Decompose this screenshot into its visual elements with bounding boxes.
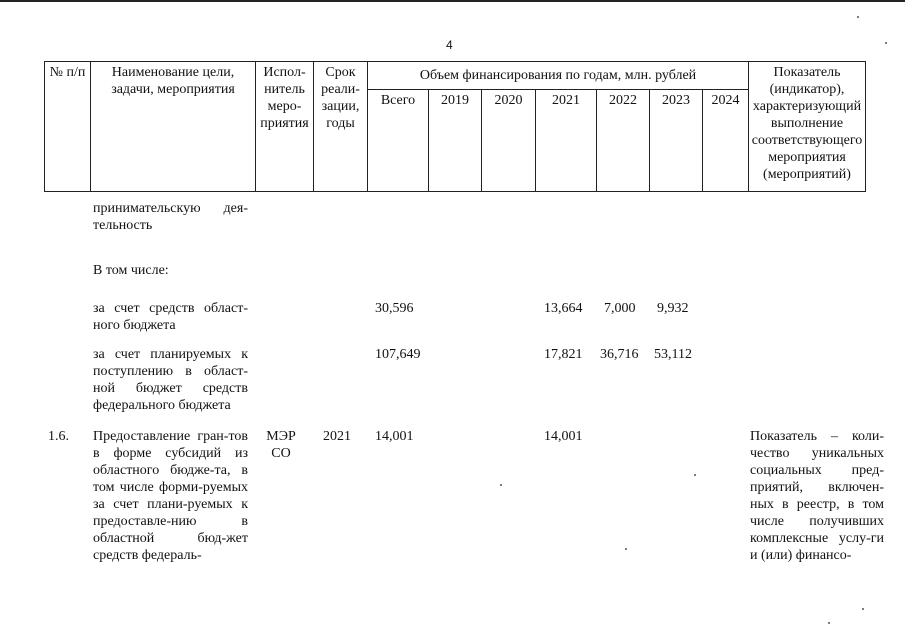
- header-year-2019: 2019: [429, 90, 482, 192]
- federal-2023: 53,112: [654, 347, 692, 362]
- header-num: № п/п: [45, 62, 91, 192]
- header-year-2024: 2024: [703, 90, 749, 192]
- header-year-2023: 2023: [650, 90, 703, 192]
- header-table: [44, 61, 866, 192]
- header-indicator: Показатель (индикатор), характеризующий выполнение соответствующего мероприятия (мероприятий): [749, 62, 866, 192]
- item-1-6-term: 2021: [323, 429, 351, 444]
- continuation-text: принимательскую дея-тельность: [93, 201, 248, 233]
- item-1-6-indicator: Показатель – коли-чество уникальных социальных пред-приятий, включен-ных в реестр, в том числе получивших комплексные услу-ги и (или) финансо-: [750, 429, 884, 563]
- header-year-2021: 2021: [536, 90, 597, 192]
- header-total: Всего: [368, 90, 429, 192]
- page-number: 4: [446, 38, 453, 52]
- federal-2022: 36,716: [600, 347, 639, 362]
- header-name: Наименование цели, задачи, мероприятия: [91, 62, 256, 192]
- scan-speck: [500, 484, 502, 486]
- regional-total: 30,596: [375, 301, 414, 316]
- item-1-6-executor: МЭР СО: [266, 429, 296, 461]
- including-label: В том числе:: [93, 263, 169, 278]
- header-year-2020: 2020: [482, 90, 536, 192]
- regional-2023: 9,932: [657, 301, 689, 316]
- federal-total: 107,649: [375, 347, 421, 362]
- scan-speck: [694, 474, 696, 476]
- scan-speck: [828, 622, 830, 624]
- header-term: Срок реали-зации, годы: [314, 62, 368, 192]
- header-year-2022: 2022: [597, 90, 650, 192]
- regional-2022: 7,000: [604, 301, 636, 316]
- scan-speck: [862, 608, 864, 610]
- item-1-6-number: 1.6.: [48, 429, 69, 444]
- regional-budget-label: за счет средств област-ного бюджета: [93, 301, 248, 333]
- federal-2021: 17,821: [544, 347, 583, 362]
- federal-budget-label: за счет планируемых к поступлению в област-ной бюджет средств федерального бюджета: [93, 347, 248, 413]
- header-executor: Испол-нитель меро-приятия: [256, 62, 314, 192]
- item-1-6-description: Предоставление гран-тов в форме субсидий из областного бюдже-та, в том числе форми-руемых за счет плани-руемых к предоставле-нию в областной бюд-жет средств федераль-: [93, 429, 248, 563]
- scan-speck: [885, 42, 887, 44]
- regional-2021: 13,664: [544, 301, 583, 316]
- item-1-6-total: 14,001: [375, 429, 414, 444]
- item-1-6-2021: 14,001: [544, 429, 583, 444]
- scan-speck: [857, 16, 859, 18]
- top-edge-line: [0, 0, 905, 2]
- header-funding: Объем финансирования по годам, млн. рублей: [368, 62, 749, 90]
- scan-speck: [625, 548, 627, 550]
